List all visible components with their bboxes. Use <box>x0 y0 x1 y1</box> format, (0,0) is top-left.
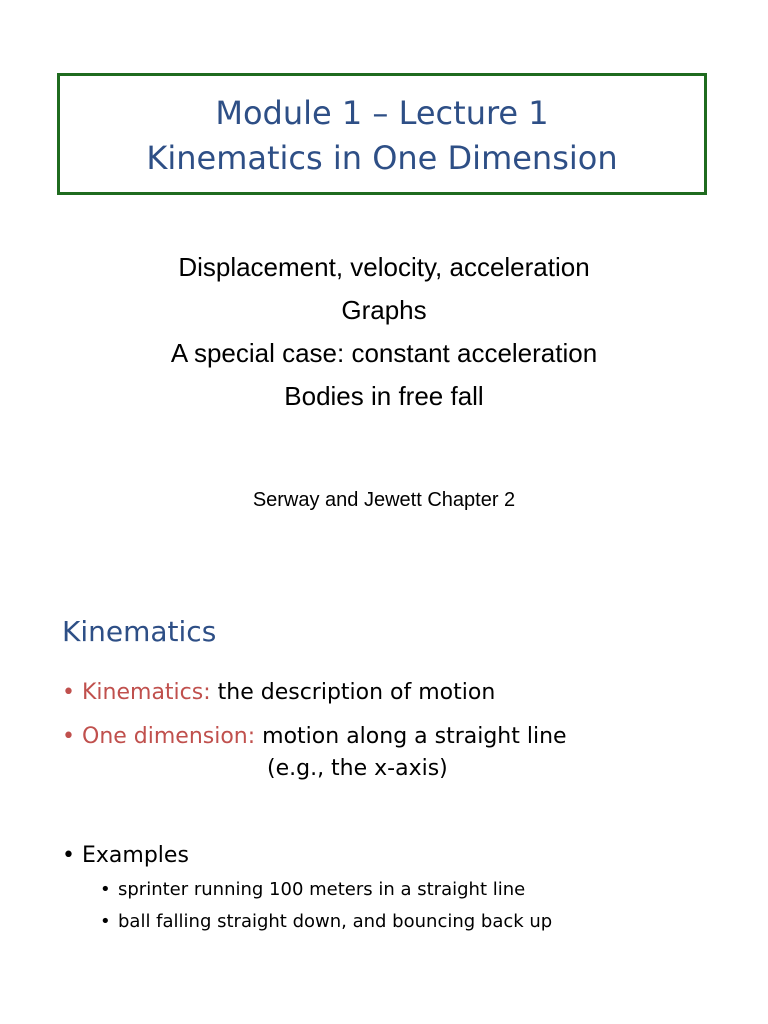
sub-bullet-text: ball falling straight down, and bouncing back up <box>118 911 553 932</box>
bullet-item <box>62 840 189 872</box>
bullet-text: the description of motion <box>210 680 496 705</box>
title-line-1: Module 1 – Lecture 1 <box>215 94 549 132</box>
topic-item: Graphs <box>341 295 427 325</box>
bullet-icon: • <box>62 724 75 749</box>
chapter-reference: Serway and Jewett Chapter 2 <box>252 489 516 511</box>
topic-item: Displacement, velocity, acceleration <box>178 252 590 282</box>
bullet-item <box>62 721 567 753</box>
bullet-continuation: (e.g., the x-axis) <box>267 756 448 781</box>
sub-bullet-item <box>100 876 525 904</box>
section-heading: Kinematics <box>62 615 217 648</box>
topic-item: A special case: constant acceleration <box>170 338 598 368</box>
title-line-2: Kinematics in One Dimension <box>146 139 618 177</box>
sub-bullet-item <box>100 908 552 936</box>
bullet-term: One dimension: <box>82 724 256 749</box>
bullet-icon: • <box>100 911 111 932</box>
bullet-icon: • <box>100 879 111 900</box>
topic-item: Bodies in free fall <box>284 381 484 411</box>
title-box <box>57 73 707 195</box>
bullet-icon: • <box>62 680 75 705</box>
bullet-text: Examples <box>82 843 189 868</box>
bullet-term: Kinematics: <box>82 680 211 705</box>
sub-bullet-text: sprinter running 100 meters in a straight line <box>118 879 526 900</box>
topic-list <box>0 246 768 418</box>
bullet-icon: • <box>62 843 75 868</box>
bullet-item <box>62 677 495 709</box>
bullet-text: motion along a straight line <box>255 724 567 749</box>
